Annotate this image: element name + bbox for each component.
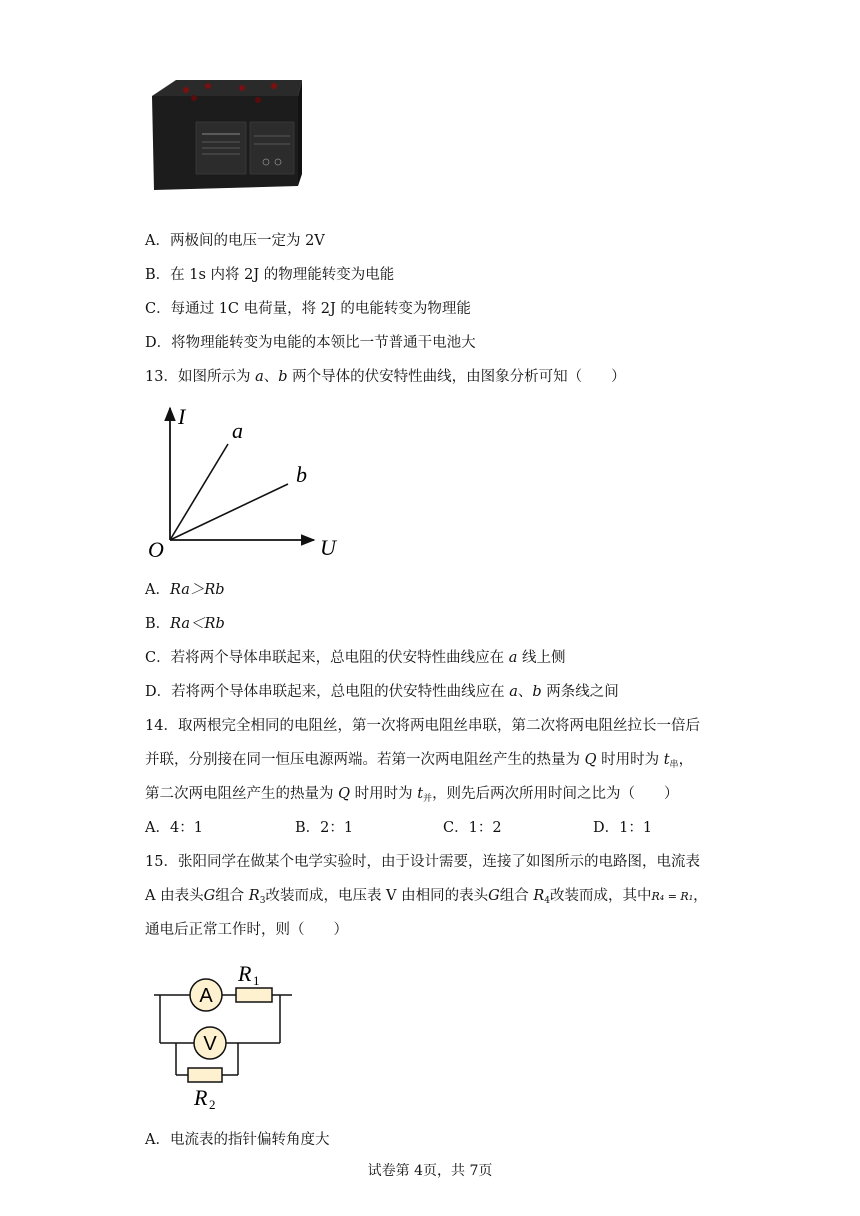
r1-label: R [238,961,252,986]
ammeter-label: A [199,985,213,1007]
q12-option-c: C．每通过 1C 电荷量，将 2J 的电能转变为物理能 [145,301,471,317]
q14-line-2: 并联，分别接在同一恒压电源两端。若第一次两电阻丝产生的热量为 Q 时用时为 $t_串$， [145,752,694,770]
q15-option-a: A．电流表的指针偏转角度大 [145,1132,330,1148]
i-label: I [178,404,186,429]
origin-label: O [148,537,164,562]
page-footer: 试卷第 4页，共 7页 [367,1163,493,1179]
r1-sub: 1 [253,973,260,988]
q14-option-b: B．2：1 [295,820,354,836]
q14-option-d: D．1：1 [593,820,653,836]
q15-line-3: 通电后正常工作时，则（ ） [145,922,348,938]
q12-option-b: B．在 1s 内将 2J 的物理能转变为电能 [145,267,395,283]
q13-option-b: B．Ra＜Rb [145,616,225,632]
voltmeter-label: V [203,1033,217,1055]
a-label: a [232,418,243,443]
q14-option-c: C．1：2 [443,820,502,836]
q12-option-a: A．两极间的电压一定为 2V [145,233,325,249]
resistor-r2 [188,1068,222,1082]
q14-option-a: A．4：1 [145,820,203,836]
resistor-r1 [236,988,272,1002]
q13-option-c: C．若将两个导体串联起来，总电阻的伏安特性曲线应在 a 线上侧 [145,650,566,666]
q14-line-1: 14．取两根完全相同的电阻丝，第一次将两电阻丝串联，第二次将两电阻丝拉长一倍后 [145,718,700,734]
b-label: b [296,462,307,487]
q13-option-d: D．若将两个导体串联起来，总电阻的伏安特性曲线应在 a、b 两条线之间 [145,684,619,700]
q13-option-a: A．Ra＞Rb [145,582,225,598]
r2-label: R [194,1085,208,1110]
u-label: U [320,535,336,560]
q15-line-1: 15．张阳同学在做某个电学实验时，由于设计需要，连接了如图所示的电路图，电流表 [145,854,700,870]
circuit-diagram [150,955,300,1115]
q14-line-3: 第二次两电阻丝产生的热量为 Q 时用时为 $t_并$，则先后两次所用时间之比为（ ） [145,786,679,804]
q12-option-d: D．将物理能转变为电能的本领比一节普通干电池大 [145,335,476,351]
q15-line-2: A 由表头G组合 $R_3$改装而成，电压表 V 由相同的表头G组合 $R_4$改装而成，其中R₄ = R₁， [145,888,708,906]
r2-sub: 2 [209,1097,216,1112]
q13-stem: 13．如图所示为 a、b 两个导体的伏安特性曲线，由图象分析可知（ ） [145,369,626,385]
battery-image [146,78,306,193]
iu-graph [140,400,350,560]
